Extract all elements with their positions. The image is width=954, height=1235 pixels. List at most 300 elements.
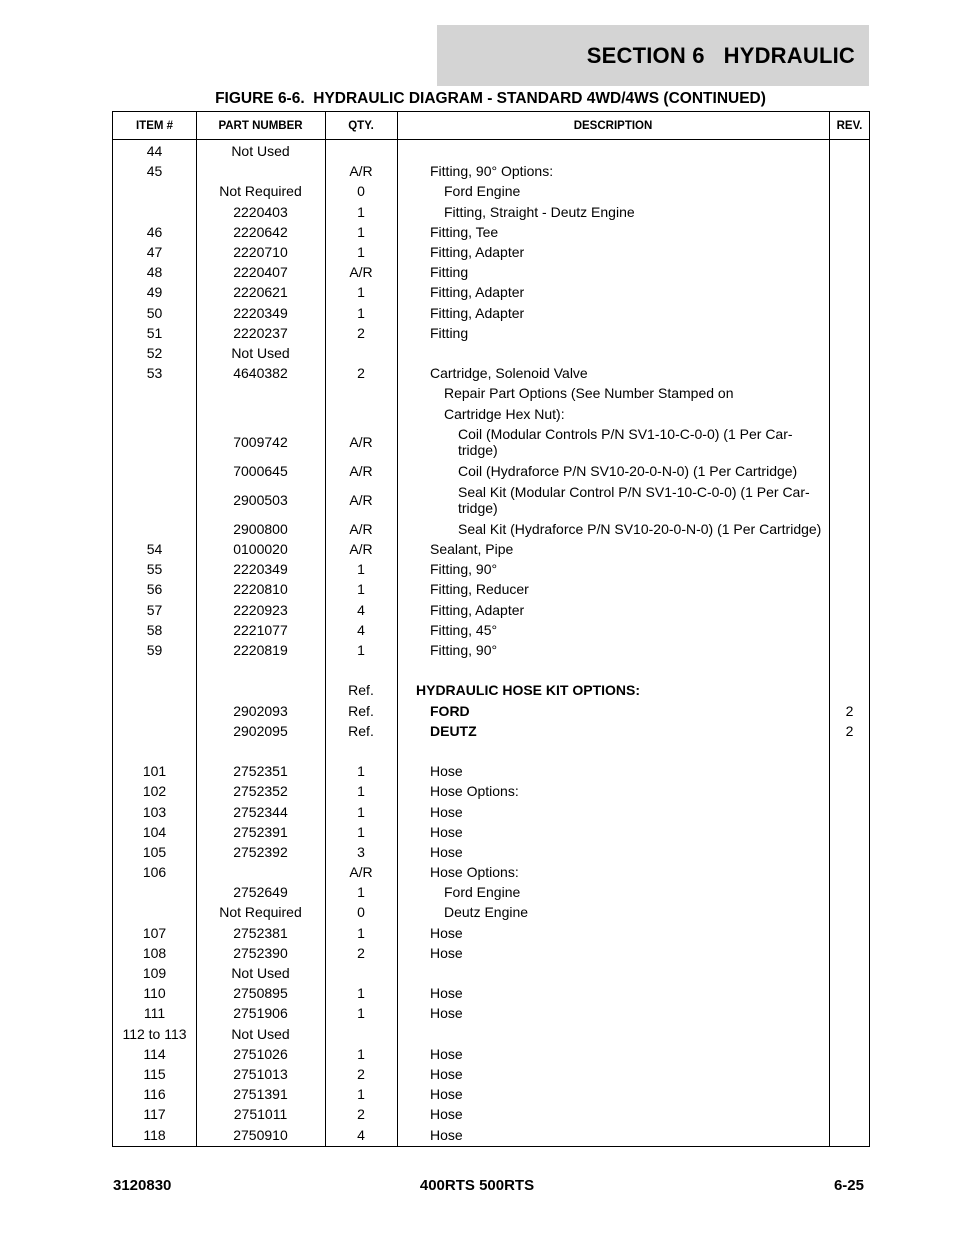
description-cell: [397, 781, 829, 801]
description-text: [397, 406, 565, 422]
part-number-cell: 2752649: [233, 884, 288, 901]
qty-cell: 0: [357, 183, 365, 200]
rev-cell: [829, 303, 870, 323]
description-cell: [397, 680, 829, 700]
description-line: Fitting, Adapter: [430, 601, 525, 618]
rev-cell: [829, 461, 870, 481]
description-cell: [397, 282, 829, 302]
qty-cell: 1: [357, 284, 365, 301]
item-number-cell: [113, 660, 196, 680]
table-row: [113, 1084, 869, 1104]
rev-cell: [829, 383, 870, 403]
part-number-cell: [196, 680, 325, 700]
table-row: [113, 559, 869, 579]
description-line: Hose: [430, 803, 463, 820]
qty-cell: A/R: [349, 864, 373, 881]
qty-cell: 1: [357, 581, 365, 598]
table-row: [113, 539, 869, 559]
section-title: SECTION 6 HYDRAULIC: [586, 42, 855, 68]
part-number-cell: Not Required: [219, 183, 302, 200]
description-line: Coil (Modular Controls P/N SV1-10-C-0-0) (1 Per Car-: [458, 426, 793, 443]
rev-cell: [829, 660, 870, 680]
description-line: Hose: [430, 1005, 463, 1022]
qty-cell: 1: [357, 203, 365, 220]
description-text: [397, 783, 519, 799]
table-row: [113, 262, 869, 282]
item-number-cell: [113, 519, 196, 539]
qty-cell: [325, 403, 397, 423]
description-cell: [397, 242, 829, 262]
table-row: [113, 1024, 869, 1044]
rev-cell: [829, 579, 870, 599]
qty-cell: [325, 141, 397, 161]
part-number-cell: 2752381: [233, 924, 288, 941]
description-line: Hose: [430, 985, 463, 1002]
description-cell: [397, 1064, 829, 1084]
qty-cell: [325, 343, 397, 363]
part-number-cell: [196, 403, 325, 423]
item-number-cell: [113, 741, 196, 761]
part-number-cell: 2752390: [233, 944, 288, 961]
part-number-cell: Not Used: [231, 344, 290, 361]
item-number-cell: 52: [146, 344, 163, 361]
table-row: [113, 660, 869, 680]
table-row: [113, 1044, 869, 1064]
item-number-cell: [113, 202, 196, 222]
description-text: [397, 224, 498, 240]
rev-cell: [829, 1024, 870, 1044]
table-row: [113, 701, 869, 721]
description-text: [397, 642, 497, 658]
description-cell: [397, 923, 829, 943]
description-cell: [397, 842, 829, 862]
description-line-continued: tridge): [458, 442, 498, 459]
part-number-cell: 2220923: [233, 601, 288, 618]
description-cell: [397, 1124, 829, 1144]
rev-cell: [829, 424, 870, 462]
item-number-cell: [113, 383, 196, 403]
rev-cell: [829, 222, 870, 242]
description-text: [397, 1106, 463, 1122]
item-number-cell: 102: [142, 783, 167, 800]
header-divider: [113, 139, 869, 140]
qty-cell: 2: [357, 324, 365, 341]
description-text: [397, 484, 810, 516]
qty-cell: [325, 660, 397, 680]
qty-cell: 3: [357, 843, 365, 860]
rev-cell: [829, 963, 870, 983]
description-text: [397, 602, 524, 618]
item-number-cell: 105: [142, 843, 167, 860]
description-cell: [397, 822, 829, 842]
item-number-cell: 57: [146, 601, 163, 618]
table-row: [113, 323, 869, 343]
item-number-cell: [113, 461, 196, 481]
description-cell: [397, 660, 829, 680]
part-number-cell: 2751391: [233, 1086, 288, 1103]
description-cell: [397, 181, 829, 201]
item-number-cell: 44: [146, 143, 163, 160]
item-number-cell: 104: [142, 823, 167, 840]
column-header-item: ITEM #: [135, 119, 174, 132]
qty-cell: 1: [357, 1086, 365, 1103]
description-line: Fitting, 90°: [430, 642, 498, 659]
description-line: Hose Options:: [430, 864, 519, 881]
part-number-cell: 2220237: [233, 324, 288, 341]
qty-cell: 1: [357, 304, 365, 321]
rev-cell: [829, 519, 870, 539]
qty-cell: A/R: [349, 463, 373, 480]
section-header: [437, 25, 869, 86]
item-number-cell: 53: [146, 365, 163, 382]
qty-cell: 1: [357, 1005, 365, 1022]
part-number-cell: [196, 660, 325, 680]
description-text: [397, 844, 463, 860]
description-line: Fitting, 45°: [430, 621, 498, 638]
description-line: Coil (Hydraforce P/N SV10-20-0-N-0) (1 Per Cartridge): [458, 463, 798, 480]
description-cell: [397, 600, 829, 620]
description-cell: [397, 1003, 829, 1023]
description-line: Fitting, 90° Options:: [430, 163, 554, 180]
item-number-cell: 50: [146, 304, 163, 321]
table-row: [113, 943, 869, 963]
table-row: [113, 303, 869, 323]
item-number-cell: 114: [143, 1045, 166, 1062]
item-number-cell: 48: [146, 264, 163, 281]
qty-cell: 1: [357, 803, 365, 820]
description-text: [397, 244, 524, 260]
part-number-cell: 2751013: [233, 1065, 288, 1082]
rev-cell: [829, 1064, 870, 1084]
description-cell: [397, 1084, 829, 1104]
qty-cell: 2: [357, 944, 365, 961]
part-number-cell: 2220710: [233, 244, 288, 261]
rev-cell: [829, 539, 870, 559]
item-number-cell: [113, 882, 196, 902]
part-number-cell: 2220810: [233, 581, 288, 598]
part-number-cell: 2750895: [233, 985, 288, 1002]
column-header-rev: REV.: [836, 119, 863, 132]
item-number-cell: 49: [146, 284, 163, 301]
footer-model: 400RTS 500RTS: [419, 1177, 535, 1194]
rev-cell: [829, 600, 870, 620]
description-line: Hose: [430, 1065, 463, 1082]
description-text: [397, 682, 640, 698]
rev-cell: [829, 262, 870, 282]
table-row: [113, 222, 869, 242]
description-line: Fitting, Tee: [430, 223, 499, 240]
description-line: Hose: [430, 1126, 463, 1143]
description-text: [397, 305, 524, 321]
description-line: Fitting, Straight - Deutz Engine: [444, 203, 635, 220]
qty-cell: 1: [357, 985, 365, 1002]
table-row: [113, 862, 869, 882]
item-number-cell: [113, 481, 196, 519]
description-cell: [397, 303, 829, 323]
table-row: [113, 1124, 869, 1144]
part-number-cell: 2221077: [233, 621, 288, 638]
rev-cell: 2: [845, 702, 854, 719]
description-text: [397, 723, 477, 739]
item-number-cell: 55: [146, 561, 163, 578]
description-line: Sealant, Pipe: [430, 541, 514, 558]
description-line-continued: tridge): [458, 500, 498, 517]
rev-cell: [829, 403, 870, 423]
description-cell: [397, 943, 829, 963]
part-number-cell: Not Used: [231, 143, 290, 160]
part-number-cell: 2752352: [233, 783, 288, 800]
description-cell: [397, 721, 829, 741]
rev-cell: [829, 680, 870, 700]
item-number-cell: 59: [146, 642, 163, 659]
table-row: [113, 181, 869, 201]
description-line: Repair Part Options (See Number Stamped on: [444, 385, 734, 402]
description-text: [397, 426, 793, 458]
part-number-cell: 7009742: [233, 434, 288, 451]
description-text: [397, 581, 529, 597]
qty-cell: [325, 963, 397, 983]
description-line: Seal Kit (Hydraforce P/N SV10-20-0-N-0) (1 Per Cartridge): [458, 520, 822, 537]
table-row: [113, 141, 869, 161]
description-cell: [397, 1104, 829, 1124]
item-number-cell: [113, 902, 196, 922]
table-row: [113, 902, 869, 922]
description-line: Hose: [430, 843, 463, 860]
part-number-cell: 2902095: [233, 722, 288, 739]
table-row: [113, 481, 869, 519]
qty-cell: 1: [357, 924, 365, 941]
rev-cell: [829, 640, 870, 660]
table-row: [113, 363, 869, 383]
description-text: [397, 1127, 463, 1143]
part-number-cell: Not Used: [231, 1025, 290, 1042]
qty-cell: [325, 741, 397, 761]
description-cell: [397, 161, 829, 181]
table-row: [113, 579, 869, 599]
part-number-cell: [196, 862, 325, 882]
qty-cell: A/R: [349, 434, 373, 451]
item-number-cell: 109: [142, 965, 167, 982]
description-cell: [397, 222, 829, 242]
description-line: Fitting, Adapter: [430, 244, 525, 261]
qty-cell: 1: [357, 884, 365, 901]
qty-cell: 1: [357, 561, 365, 578]
rev-cell: [829, 1044, 870, 1064]
description-text: [397, 521, 821, 537]
qty-cell: 2: [357, 1065, 365, 1082]
description-text: [397, 365, 588, 381]
description-line: Fitting, 90°: [430, 561, 498, 578]
description-cell: [397, 424, 829, 462]
item-number-cell: [113, 181, 196, 201]
part-number-cell: [196, 383, 325, 403]
rev-cell: [829, 943, 870, 963]
table-row: [113, 680, 869, 700]
footer-page-number: 6-25: [833, 1177, 864, 1194]
description-cell: [397, 323, 829, 343]
description-text: [397, 183, 520, 199]
qty-cell: 2: [357, 365, 365, 382]
description-text: [397, 204, 635, 220]
rev-cell: [829, 882, 870, 902]
part-number-cell: 2220349: [233, 561, 288, 578]
rev-cell: [829, 1104, 870, 1124]
description-line: Fitting: [430, 324, 469, 341]
table-row: [113, 781, 869, 801]
description-line: Ford Engine: [444, 884, 521, 901]
qty-cell: 1: [357, 763, 365, 780]
description-text: [397, 561, 497, 577]
description-text: [397, 284, 524, 300]
description-cell: [397, 640, 829, 660]
description-line: Hose: [430, 1045, 463, 1062]
item-number-cell: 117: [143, 1106, 166, 1123]
rev-cell: [829, 481, 870, 519]
description-text: [397, 904, 528, 920]
item-number-cell: 106: [142, 864, 167, 881]
table-row: [113, 600, 869, 620]
description-cell: [397, 620, 829, 640]
rev-cell: [829, 323, 870, 343]
part-number-cell: 2220349: [233, 304, 288, 321]
description-cell: [397, 801, 829, 821]
part-number-cell: 2220403: [233, 203, 288, 220]
description-text: [397, 463, 797, 479]
description-text: [397, 985, 463, 1001]
description-line: HYDRAULIC HOSE KIT OPTIONS:: [416, 682, 641, 699]
description-text: [397, 622, 497, 638]
item-number-cell: 54: [146, 541, 163, 558]
rev-cell: [829, 181, 870, 201]
description-cell: [397, 343, 829, 363]
item-number-cell: 47: [146, 244, 163, 261]
description-line: Cartridge Hex Nut):: [444, 405, 565, 422]
qty-cell: 1: [357, 1045, 365, 1062]
description-line: Hose: [430, 763, 463, 780]
part-number-cell: 2751906: [233, 1005, 288, 1022]
qty-cell: 1: [357, 823, 365, 840]
qty-cell: 4: [357, 601, 365, 618]
qty-cell: A/R: [349, 520, 373, 537]
description-text: [397, 804, 463, 820]
qty-cell: A/R: [349, 264, 373, 281]
qty-cell: 1: [357, 783, 365, 800]
rev-cell: [829, 862, 870, 882]
table-row: [113, 403, 869, 423]
qty-cell: A/R: [349, 163, 373, 180]
table-row: [113, 343, 869, 363]
item-number-cell: 115: [143, 1065, 166, 1082]
description-cell: [397, 461, 829, 481]
description-text: [397, 325, 468, 341]
description-line: Fitting: [430, 264, 469, 281]
table-row: [113, 741, 869, 761]
description-line: Hose: [430, 944, 463, 961]
description-cell: [397, 701, 829, 721]
description-text: [397, 1005, 463, 1021]
table-row: [113, 801, 869, 821]
part-number-cell: Not Required: [219, 904, 302, 921]
description-cell: [397, 481, 829, 519]
qty-cell: A/R: [349, 492, 373, 509]
rev-cell: [829, 741, 870, 761]
description-line: Hose: [430, 823, 463, 840]
description-cell: [397, 741, 829, 761]
rev-cell: [829, 343, 870, 363]
part-number-cell: 2220819: [233, 642, 288, 659]
description-cell: [397, 579, 829, 599]
rev-cell: [829, 801, 870, 821]
table-row: [113, 242, 869, 262]
column-header-description: DESCRIPTION: [573, 119, 653, 132]
item-number-cell: 112 to 113: [122, 1025, 187, 1042]
item-number-cell: [113, 721, 196, 741]
table-row: [113, 882, 869, 902]
table-row: [113, 1104, 869, 1124]
table-row: [113, 822, 869, 842]
part-number-cell: 2752392: [233, 843, 288, 860]
table-row: [113, 721, 869, 741]
table-row: [113, 983, 869, 1003]
description-text: [397, 1066, 463, 1082]
description-cell: [397, 1044, 829, 1064]
description-cell: [397, 383, 829, 403]
part-number-cell: 2750910: [233, 1126, 288, 1143]
part-number-cell: 2751026: [233, 1045, 288, 1062]
rev-cell: [829, 559, 870, 579]
rev-cell: [829, 822, 870, 842]
table-row: [113, 620, 869, 640]
table-row: [113, 923, 869, 943]
item-number-cell: 58: [146, 621, 163, 638]
table-row: [113, 842, 869, 862]
rev-cell: [829, 1084, 870, 1104]
description-line: Hose: [430, 924, 463, 941]
table-row: [113, 383, 869, 403]
part-number-cell: 2751011: [233, 1106, 288, 1123]
part-number-cell: 2900800: [233, 520, 288, 537]
rev-cell: [829, 620, 870, 640]
rev-cell: [829, 983, 870, 1003]
description-line: Ford Engine: [444, 183, 521, 200]
part-number-cell: 2220642: [233, 223, 288, 240]
description-line: Hose: [430, 1086, 463, 1103]
description-text: [397, 884, 520, 900]
item-number-cell: [113, 424, 196, 462]
table-row: [113, 202, 869, 222]
description-cell: [397, 262, 829, 282]
description-text: [397, 864, 519, 880]
description-text: [397, 763, 463, 779]
qty-cell: A/R: [349, 541, 373, 558]
part-number-cell: 4640382: [233, 365, 288, 382]
table-row: [113, 1064, 869, 1084]
table-row: [113, 424, 869, 462]
rev-cell: [829, 282, 870, 302]
part-number-cell: 2752351: [233, 763, 288, 780]
description-cell: [397, 902, 829, 922]
description-cell: [397, 1024, 829, 1044]
description-line: Fitting, Adapter: [430, 304, 525, 321]
table-row: [113, 519, 869, 539]
item-number-cell: 51: [146, 324, 163, 341]
rev-cell: [829, 363, 870, 383]
qty-cell: 4: [357, 621, 365, 638]
item-number-cell: 56: [146, 581, 163, 598]
rev-cell: [829, 1003, 870, 1023]
item-number-cell: 45: [146, 163, 163, 180]
description-text: [397, 541, 513, 557]
